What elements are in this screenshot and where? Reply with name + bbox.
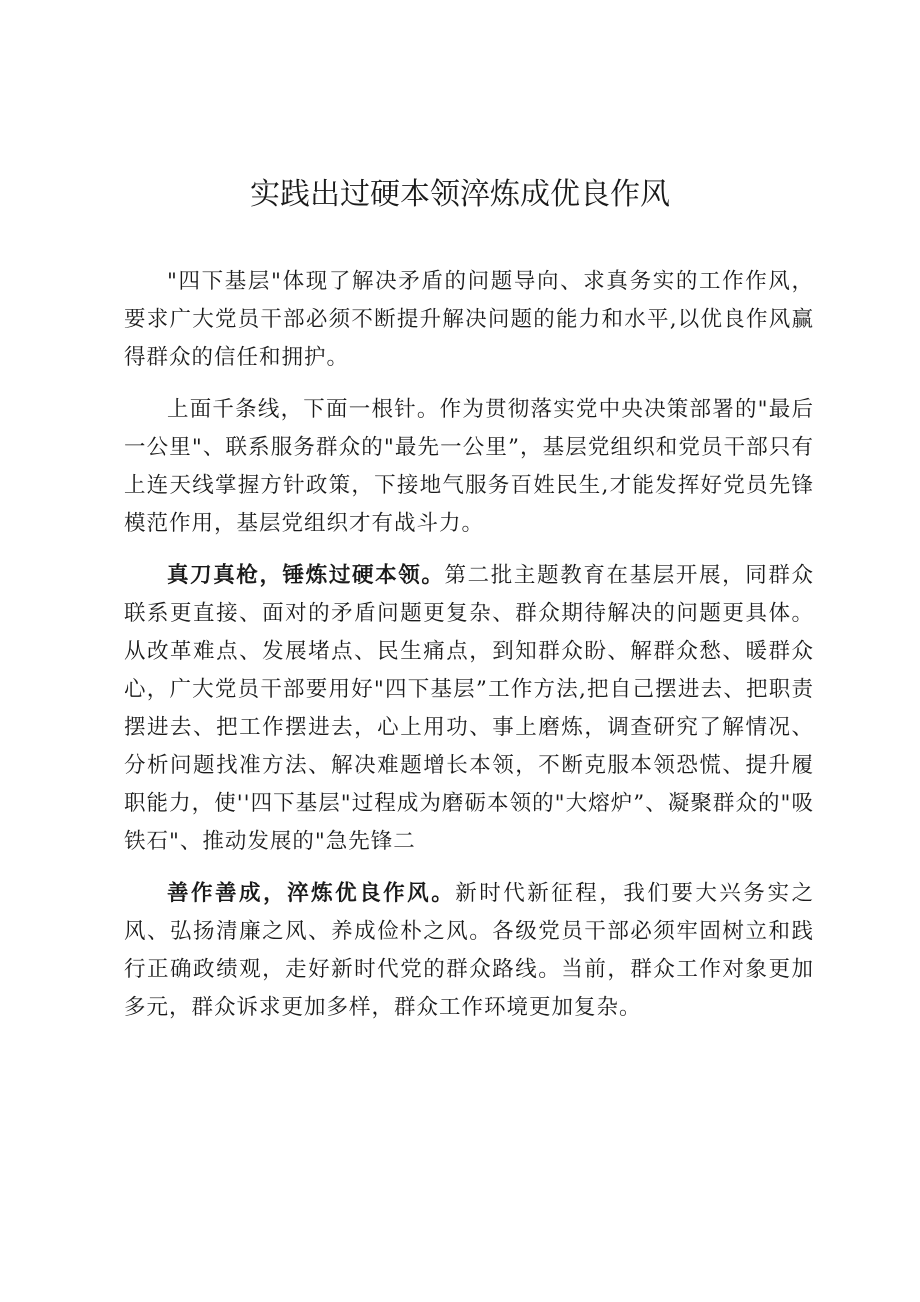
document-title: 实践出过硬本领淬炼成优良作风: [250, 177, 670, 212]
paragraph-2-text: 上面千条线，下面一根针。作为贯彻落实党中央决策部署的"最后一公里"、联系服务群众的"最先一公里”，基层党组织和党员干部只有上连天线掌握方针政策，下接地气服务百姓民生,才能发挥好党员先锋模范作用，基层党组织才有战斗力。: [124, 397, 814, 536]
document-body: [124, 263, 814, 1041]
paragraph-1: [124, 263, 814, 377]
paragraph-2: [124, 391, 814, 543]
paragraph-4-lead: 善作善成，淬炼优良作风。: [167, 881, 456, 906]
paragraph-3-text: 第二批主题教育在基层开展，同群众联系更直接、面对的矛盾问题更复杂、群众期待解决的问题更具体。从改革难点、发展堵点、民生痛点，到知群众盼、解群众愁、暖群众心，广大党员干部要用好"四下基层”工作方法,把自己摆进去、把职责摆进去、把工作摆进去，心上用功、事上磨炼，调查研究了解情况、分析问题找准方法、解决难题增长本领，不断克服本领恐慌、提升履职能力，使''四下基层"过程成为磨砺本领的"大熔炉”、凝聚群众的"吸铁石"、推动发展的"急先锋二: [124, 563, 814, 854]
paragraph-1-text: "四下基层"体现了解决矛盾的问题导向、求真务实的工作作风，要求广大党员干部必须不断提升解决问题的能力和水平,以优良作风赢得群众的信任和拥护。: [124, 269, 814, 370]
paragraph-3-lead: 真刀真枪，锤炼过硬本领。: [167, 563, 445, 588]
paragraph-4: [124, 875, 814, 1027]
paragraph-3: [124, 557, 814, 861]
paragraph-4-text: 新时代新征程，我们要大兴务实之风、弘扬清廉之风、养成俭朴之风。各级党员干部必须牢固树立和践行正确政绩观，走好新时代党的群众路线。当前，群众工作对象更加多元，群众诉求更加多样，群众工作环境更加复杂。: [124, 881, 814, 1020]
